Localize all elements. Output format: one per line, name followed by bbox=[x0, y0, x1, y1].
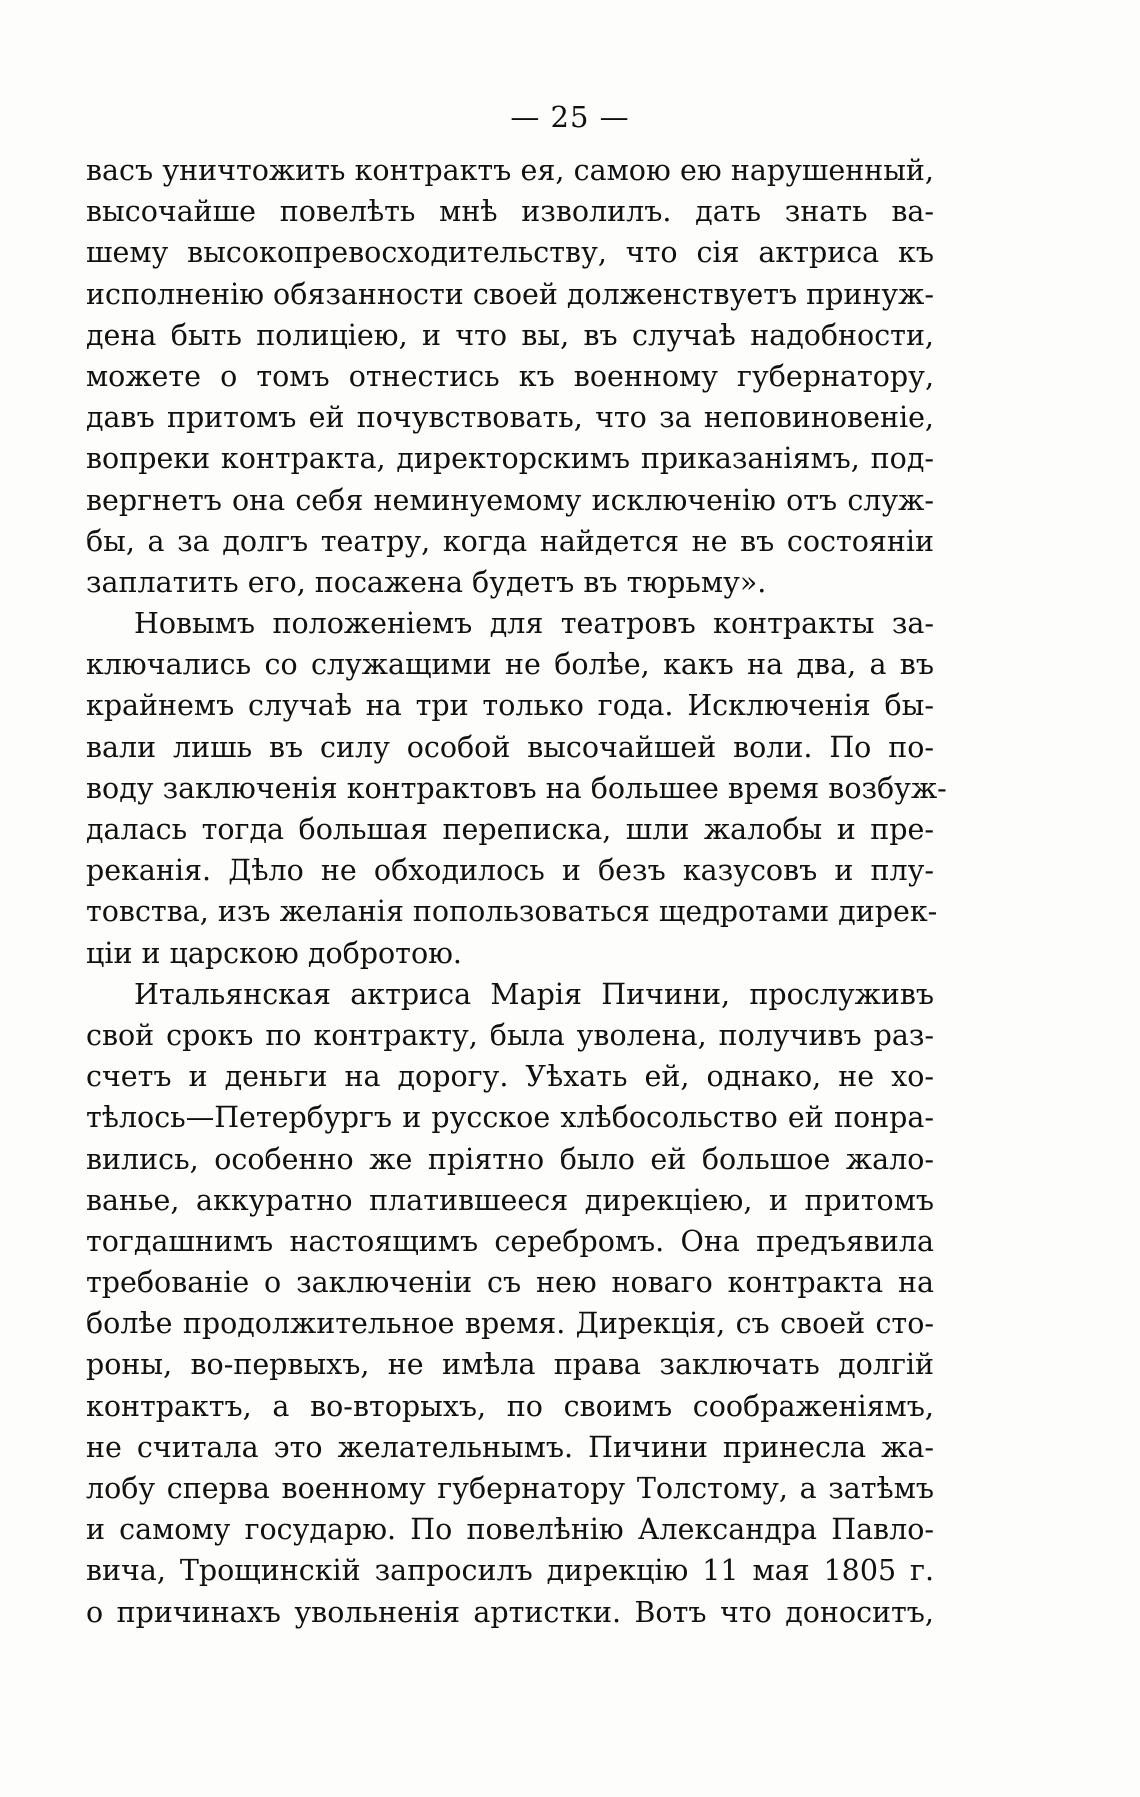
text-line: ціи и царскою добротою. bbox=[86, 936, 462, 970]
text-line: реканія. Дѣло не обходилось и безъ казусовъ и плу- bbox=[86, 854, 934, 888]
text-line: ключались со служащими не болѣе, какъ на два, а въ bbox=[86, 648, 934, 682]
text-line: счетъ и деньги на дорогу. Уѣхать ей, однако, не хо- bbox=[86, 1060, 934, 1094]
paragraph bbox=[86, 603, 947, 974]
text-line: шему высокопревосходительству, что сія актриса къ bbox=[86, 236, 934, 270]
text-line: товства, изъ желанія попользоваться щедротами дирек- bbox=[86, 895, 938, 929]
text-line: свой срокъ по контракту, была уволена, получивъ раз- bbox=[86, 1018, 934, 1052]
text-line: Новымъ положеніемъ для театровъ контракты за- bbox=[134, 607, 934, 641]
text-line: заплатить его, посажена будетъ въ тюрьму». bbox=[86, 565, 767, 599]
text-line: и самому государю. По повелѣнію Александра Павло- bbox=[86, 1513, 934, 1547]
text-line: дена быть полиціею, и что вы, въ случаѣ надобности, bbox=[86, 318, 934, 352]
text-line: бы, а за долгъ театру, когда найдется не въ состояніи bbox=[86, 524, 934, 558]
paragraph bbox=[86, 150, 934, 603]
text-line: контрактъ, а во-вторыхъ, по своимъ соображеніямъ, bbox=[86, 1389, 934, 1423]
text-line: вергнетъ она себя неминуемому исключенію отъ служ- bbox=[86, 483, 934, 517]
paragraph bbox=[86, 974, 934, 1633]
text-line: крайнемъ случаѣ на три только года. Исключенія бы- bbox=[86, 689, 934, 723]
text-line: ванье, аккуратно платившееся дирекціею, и притомъ bbox=[86, 1183, 934, 1217]
text-line: можете о томъ отнестись къ военному губернатору, bbox=[86, 359, 934, 393]
text-line: не считала это желательнымъ. Пичини принесла жа- bbox=[86, 1430, 934, 1464]
text-line: Итальянская актриса Марія Пичини, прослуживъ bbox=[134, 977, 934, 1011]
text-line: вали лишь въ силу особой высочайшей воли. По по- bbox=[86, 730, 934, 764]
text-line: болѣе продолжительное время. Дирекція, съ своей сто- bbox=[86, 1307, 934, 1341]
text-line: исполненію обязанности своей долженствуетъ принуж- bbox=[86, 277, 935, 311]
text-line: роны, во-первыхъ, не имѣла права заключать долгій bbox=[86, 1348, 934, 1382]
text-line: вопреки контракта, директорскимъ приказаніямъ, под- bbox=[86, 442, 934, 476]
page-number: — 25 — bbox=[510, 100, 630, 134]
text-line: тѣлось—Петербургъ и русское хлѣбосольство ей понра- bbox=[86, 1101, 934, 1135]
text-line: воду заключенія контрактовъ на большее время возбуж- bbox=[86, 771, 947, 805]
text-line: высочайше повелѣть мнѣ изволилъ. дать знать ва- bbox=[86, 195, 934, 229]
text-line: тогдашнимъ настоящимъ серебромъ. Она предъявила bbox=[86, 1224, 934, 1258]
text-line: давъ притомъ ей почувствовать, что за неповиновеніе, bbox=[86, 401, 934, 435]
body-text bbox=[86, 150, 947, 1633]
text-line: далась тогда большая переписка, шли жалобы и пре- bbox=[86, 813, 934, 846]
text-line: вились, особенно же пріятно было ей большое жало- bbox=[86, 1142, 934, 1176]
text-line: вича, Трощинскій запросилъ дирекцію 11 мая 1805 г. bbox=[86, 1554, 934, 1588]
text-line: требованіе о заключеніи съ нею новаго контракта на bbox=[86, 1266, 934, 1300]
text-line: лобу сперва военному губернатору Толстому, а затѣмъ bbox=[86, 1472, 934, 1505]
text-line: васъ уничтожить контрактъ ея, самою ею нарушенный, bbox=[86, 154, 934, 187]
text-line: о причинахъ увольненія артистки. Вотъ что доноситъ, bbox=[86, 1595, 934, 1629]
